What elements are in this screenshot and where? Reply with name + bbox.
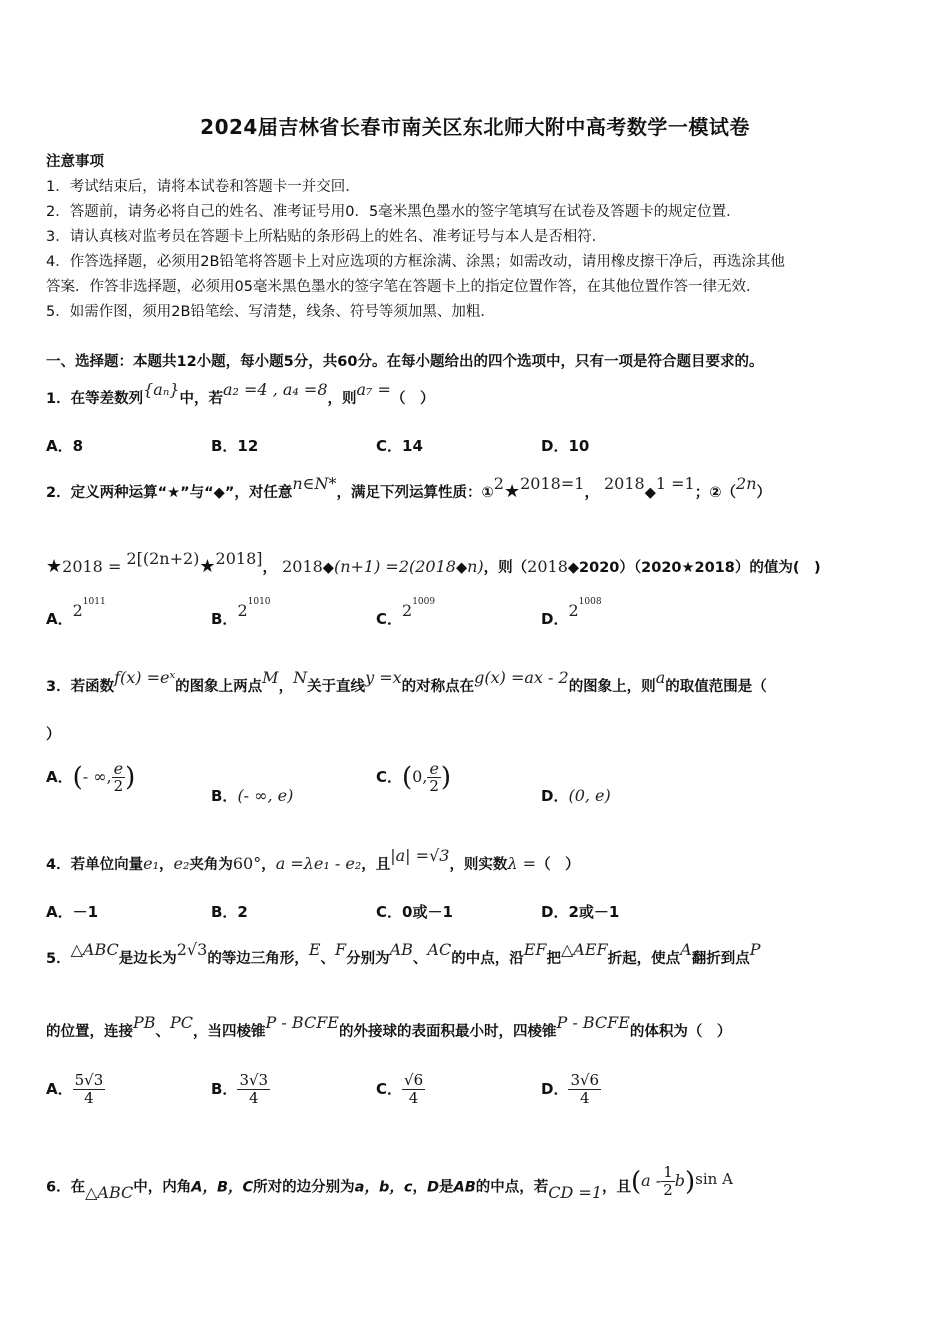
option-d: D．(0, e) (541, 786, 611, 805)
option-b: B．12 (211, 437, 259, 455)
notice-item: 5．如需作图，须用2B铅笔绘、写清楚，线条、符号等须加黑、加粗． (46, 304, 495, 320)
section-heading: 一、选择题：本题共12小题，每小题5分，共60分。在每小题给出的四个选项中，只有一项是符合题目要求的。 (46, 354, 764, 370)
option-b: B． $\frac{3√3}{4}$ (211, 1071, 269, 1107)
question-3-line-2: ） (46, 727, 61, 743)
option-a: A．(- ∞, $\frac{e}{2}$ ) (46, 759, 136, 795)
notice-item: 2．答题前，请务必将自己的姓名、准考证号用0．5毫米黑色墨水的签字笔填写在试卷及答题卡的规定位置． (46, 204, 741, 220)
option-b: B．$2^{1010}$ (211, 597, 271, 628)
notice-item: 答案．作答非选择题，必须用05毫米黑色墨水的签字笔在答题卡上的指定位置作答，在其他位置作答一律无效． (46, 279, 761, 295)
question-3: 3．若函数f(x) =eˣ的图象上两点M，N关于直线y =x的对称点在g(x) =ax - 2的图象上，则a的取值范围是（ (46, 668, 767, 695)
option-a: A．－1 (46, 903, 99, 921)
question-5: 5．△ABC是边长为2√3的等边三角形，E、F分别为AB、AC的中点，沿EF把△AEF折起，使点A翻折到点P (46, 940, 761, 967)
question-2-line-2: ★2018 = 2[(2n+2)★2018]， 2018◆(n+1) =2(2018◆n)，则（2018◆2020）（2020★2018）的值为( ) (46, 549, 821, 577)
option-c: C．0或－1 (376, 903, 453, 921)
option-b: B．2 (211, 903, 248, 921)
option-c: C．$2^{1009}$ (376, 597, 436, 628)
option-a: A． $\frac{5√3}{4}$ (46, 1071, 104, 1107)
page-title: 2024届吉林省长春市南关区东北师大附中高考数学一模试卷 (200, 115, 750, 139)
option-a: A．8 (46, 437, 84, 455)
option-b: B．(- ∞, e) (211, 786, 294, 805)
option-c: C．(0, $\frac{e}{2}$ ) (376, 759, 452, 795)
question-5-line-2: 的位置，连接PB、PC，当四棱锥P - BCFE的外接球的表面积最小时，四棱锥P - BCFE的体积为（ ） (46, 1013, 732, 1040)
option-d: D． $\frac{3√6}{4}$ (541, 1071, 600, 1107)
notice-item: 4．作答选择题，必须用2B铅笔将答题卡上对应选项的方框涂满、涂黑；如需改动，请用橡皮擦干净后，再选涂其他 (46, 254, 785, 270)
option-d: D．$2^{1008}$ (541, 597, 602, 628)
notice-heading: 注意事项 (46, 154, 104, 170)
notice-item: 3．请认真核对监考员在答题卡上所粘贴的条形码上的姓名、准考证号与本人是否相符． (46, 229, 607, 245)
question-1: 1．在等差数列{aₙ}中，若a₂ =4 , a₄ =8，则a₇ =（ ） (46, 380, 435, 407)
option-c: C．14 (376, 437, 423, 455)
option-d: D．2或－1 (541, 903, 620, 921)
question-4: 4．若单位向量e₁，e₂夹角为60°，a =λe₁ - e₂，且|a| =√3，则实数λ =（ ） (46, 846, 580, 873)
option-c: C． $\frac{√6}{4}$ (376, 1071, 424, 1107)
option-a: A．$2^{1011}$ (46, 597, 106, 628)
notice-item: 1．考试结束后，请将本试卷和答题卡一并交回． (46, 179, 360, 195)
option-d: D．10 (541, 437, 590, 455)
question-6: 6．在△ABC中，内角A，B，C所对的边分别为a，b，c，D是AB的中点，若CD =1，且(a - $\frac{1}{2}$ b)sin A (46, 1163, 733, 1202)
question-2: 2．定义两种运算“★”与“◆”，对任意n∈N*，满足下列运算性质：①2★2018=1， 2018◆1 =1；②（2n） (46, 474, 771, 502)
